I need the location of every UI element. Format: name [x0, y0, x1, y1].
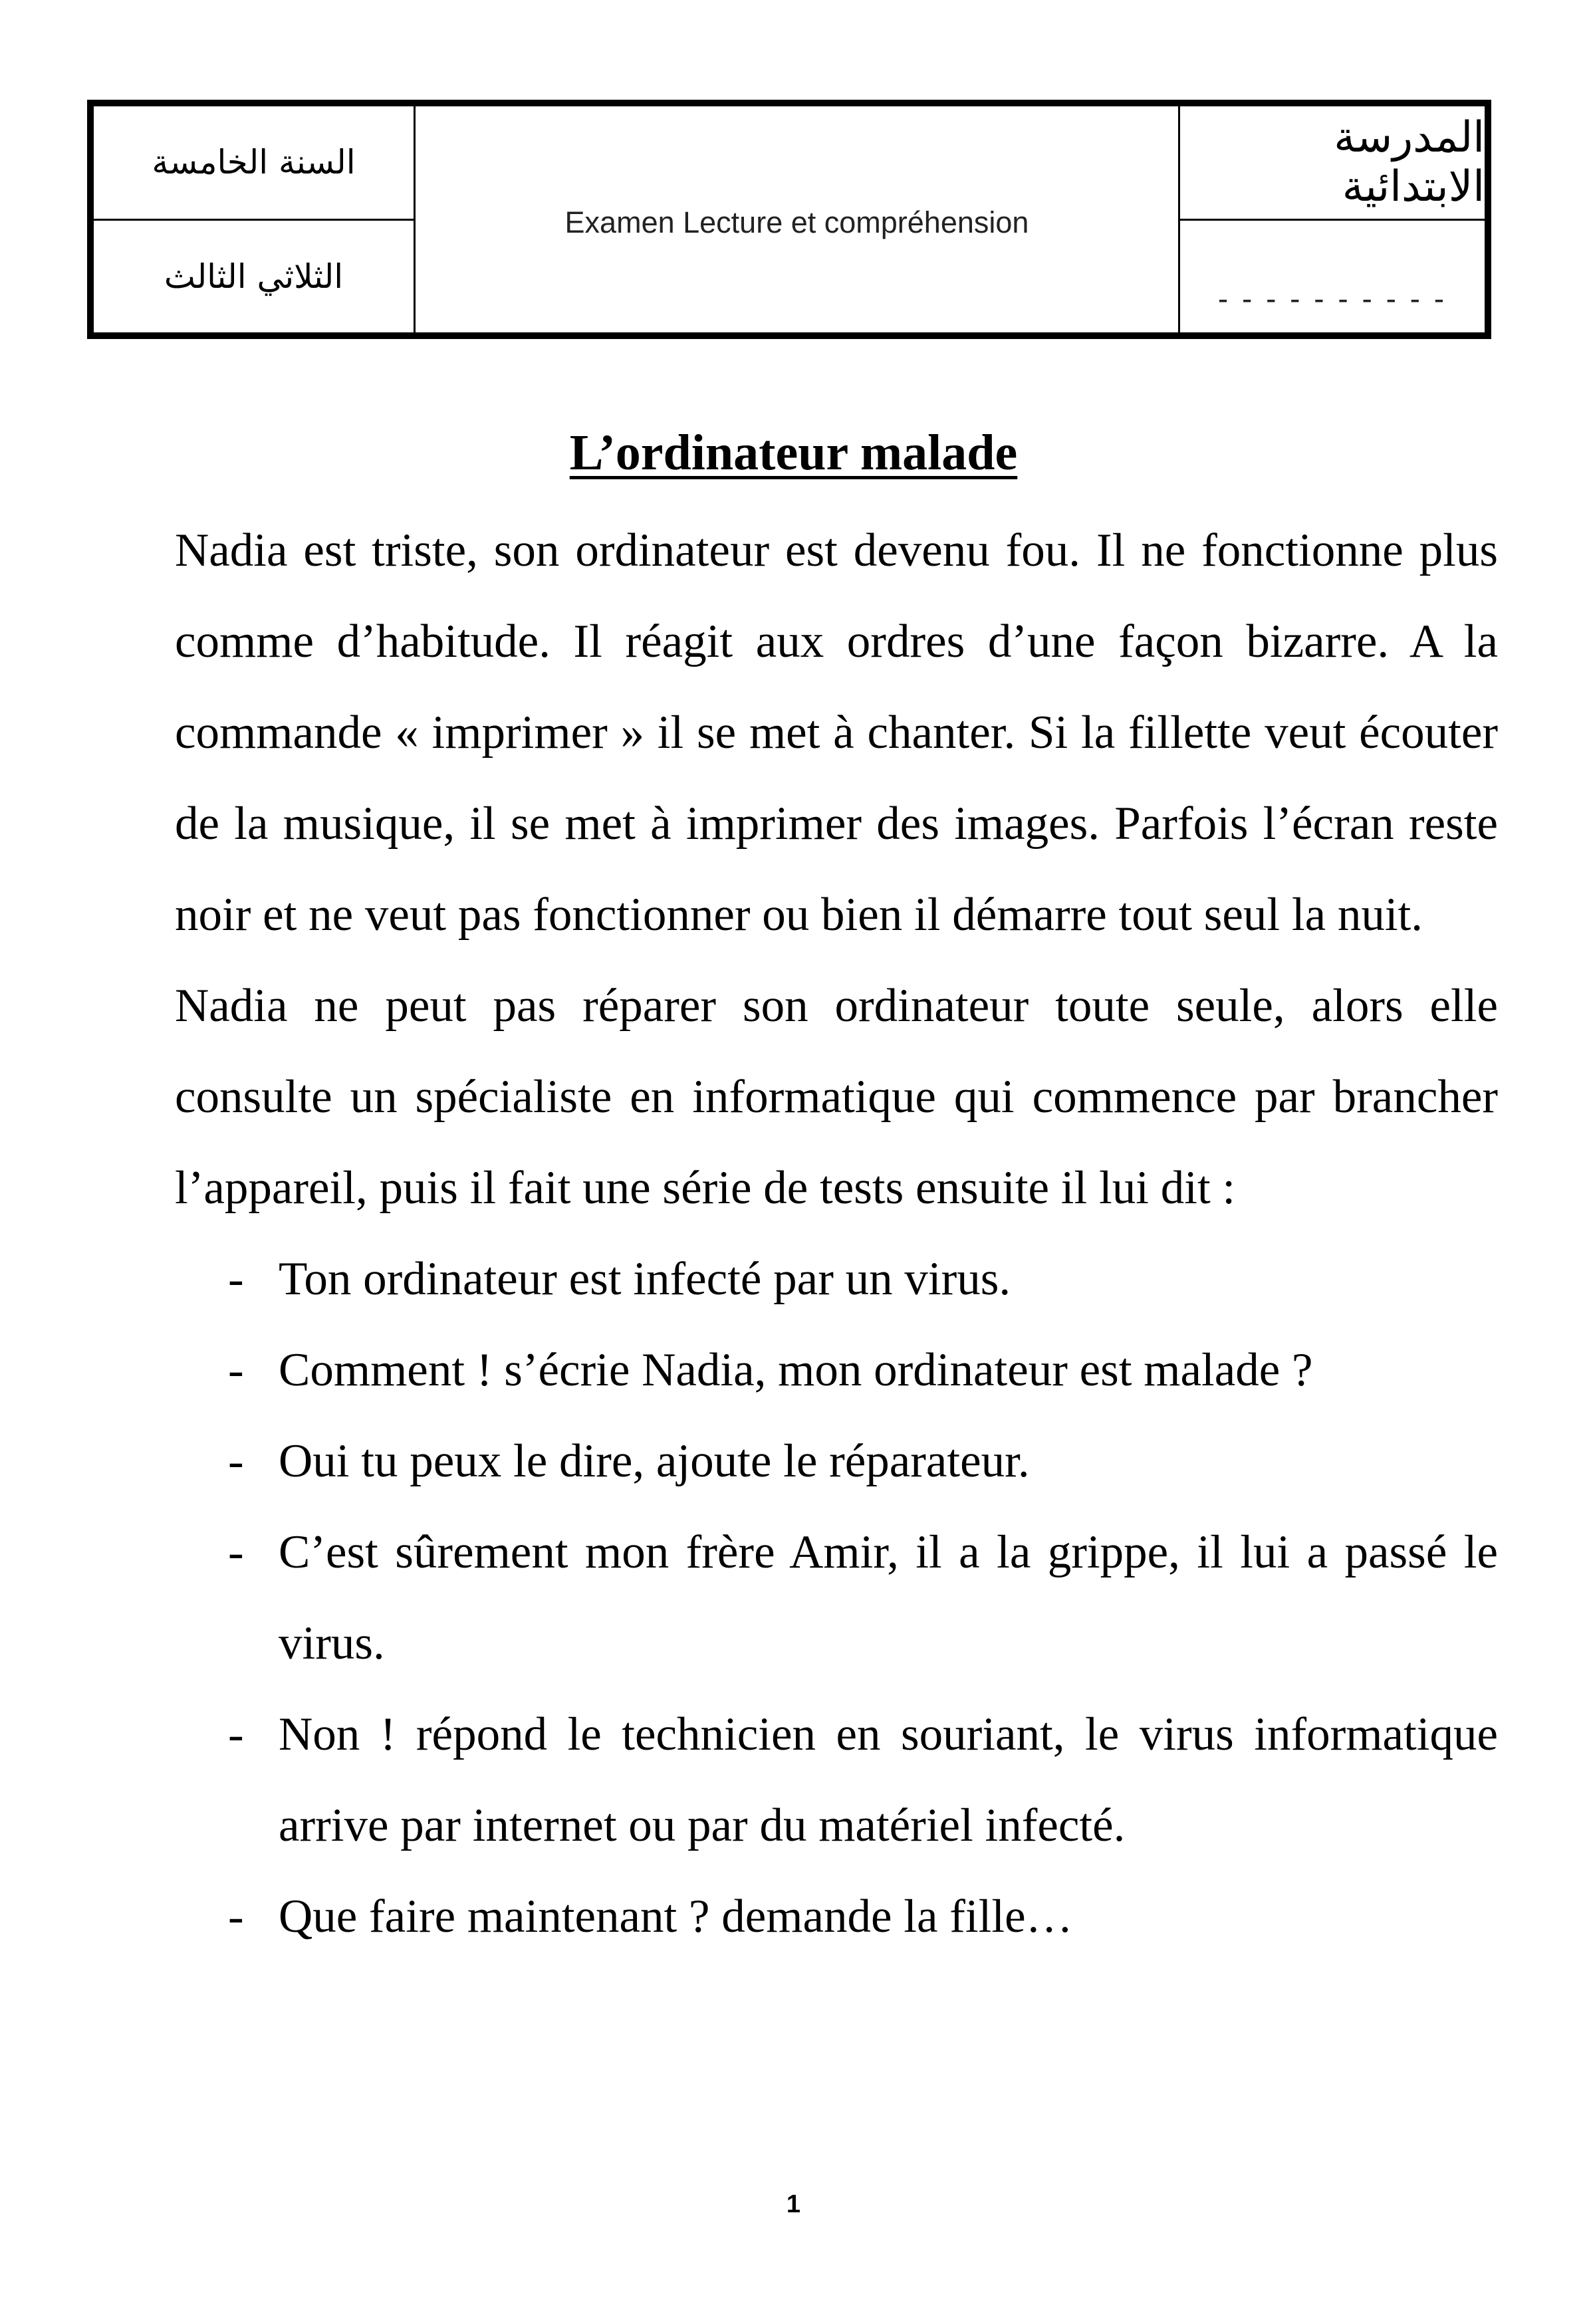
dialogue-line — [175, 1507, 1498, 1689]
dialogue-text: Oui tu peux le dire, ajoute le réparateur. — [279, 1435, 1030, 1487]
header-right-column — [1180, 106, 1485, 332]
dialogue-line — [175, 1325, 1498, 1416]
school-name: المدرسة الابتدائية — [1334, 113, 1485, 212]
text-title: L’ordinateur malade — [569, 425, 1018, 481]
header-school-cell — [1180, 106, 1485, 221]
dialogue-dash: - — [228, 1435, 244, 1487]
header-center-column — [416, 106, 1180, 332]
dialogue-text: C’est sûrement mon frère Amir, il a la grippe, il lui a passé le virus. — [279, 1526, 1498, 1669]
dialogue-line — [175, 1689, 1498, 1871]
dialogue-text: Ton ordinateur est infecté par un virus. — [279, 1253, 1011, 1305]
header-term-cell — [94, 221, 414, 333]
school-year-level: السنة الخامسة — [152, 143, 356, 182]
dialogue-dash: - — [228, 1344, 244, 1396]
exam-title: Examen Lecture et compréhension — [564, 205, 1029, 239]
header-left-column — [94, 106, 416, 332]
dialogue-text: Comment ! s’écrie Nadia, mon ordinateur est malade ? — [279, 1344, 1313, 1396]
exam-header-table — [87, 100, 1491, 339]
page-number: 1 — [786, 2190, 801, 2218]
dialogue-text: Que faire maintenant ? demande la fille… — [279, 1891, 1073, 1942]
dialogue-text: Non ! répond le technicien en souriant, le virus informatique arrive par internet ou par du matériel infecté. — [279, 1708, 1498, 1851]
dialogue-dash: - — [228, 1526, 244, 1578]
dialogue-line — [175, 1871, 1498, 1962]
paragraph: Nadia ne peut pas réparer son ordinateur toute seule, alors elle consulte un spécialiste en informatique qui commence par brancher l’appareil, puis il fait une série de tests ensuite il lui dit : — [175, 980, 1498, 1214]
reading-text — [175, 505, 1498, 1962]
dialogue-dash: - — [228, 1891, 244, 1942]
dialogue-line — [175, 1416, 1498, 1507]
paragraph: Nadia est triste, son ordinateur est devenu fou. Il ne fonctionne plus comme d’habitude. Il réagit aux ordres d’une façon bizarre. A la commande « imprimer » il se met à chanter. Si la fillette veut écouter de la musique, il se met à imprimer des images. Parfois l’écran reste noir et ne veut pas fonctionner ou bien il démarre tout seul la nuit. — [175, 524, 1498, 941]
header-level-cell — [94, 106, 414, 221]
blank-line-placeholder: - - - - - - - - - - — [1217, 281, 1447, 316]
dialogue-line — [175, 1234, 1498, 1325]
dialogue-list — [175, 1234, 1498, 1962]
school-term: الثلاثي الثالث — [164, 257, 344, 296]
dialogue-dash: - — [228, 1253, 244, 1305]
header-blank-cell — [1180, 221, 1485, 333]
dialogue-dash: - — [228, 1708, 244, 1760]
